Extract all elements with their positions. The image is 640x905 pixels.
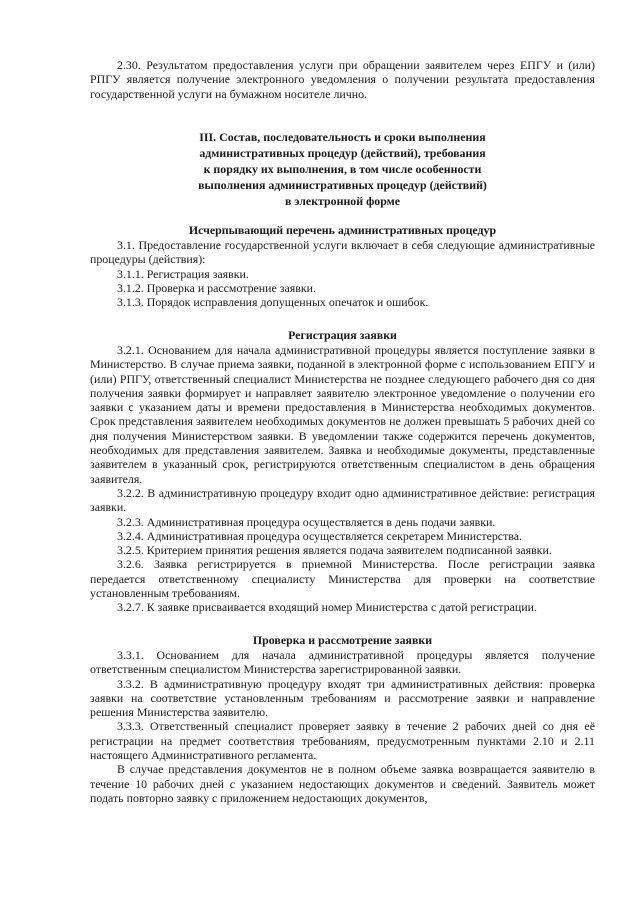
paragraph: 3.3.1. Основанием для начала административной процедуры является получение ответственным специалистом Министерства зарегистрированной заявки. [90,647,595,677]
section-title-line: в электронной форме [284,193,401,208]
list-item: 3.1.1. Регистрация заявки. [117,266,249,281]
paragraph: В случае представления документов не в полном объеме заявка возвращается заявителю в течение 10 рабочих дней с указанием недостающих документов и сведений. Заявитель может подать повторно заявку с приложением недостающих документов, [90,762,595,805]
section-title-line: III. Состав, последовательность и сроки выполнения [199,129,486,144]
paragraph: 3.3.2. В административную процедуру входят три административных действия: проверка заявки на соответствие установленным требованиям и рассмотрение заявки и направление решения Министерства заявителю. [90,676,595,720]
paragraph: 3.2.1. Основанием для начала административной процедуры является поступление заявки в Министерство. В случае приема заявки, поданной в электронной форме с использованием ЕПГУ и (или) РПГУ, ответственный специалист Министерства не позднее следующего рабочего дня со дня получения заявки формирует и направляет заявителю электронное уведомление о получении его заявки с указанием даты и времени предоставления в Министерства необходимых документов. Срок представления заявителем необходимых документов не должен превышать 5 рабочих дней со дня получения Министерством заявки. В уведомлении также содержится перечень документов, необходимых для представления заявителем. Заявка и необходимые документы, представленные заявителем в указанный срок, регистрируются ответственным специалистом в день обращения заявителя. [90,342,595,486]
paragraph: 3.2.7. К заявке присваивается входящий номер Министерства с датой регистрации. [117,600,537,615]
section-title-line: административных процедур (действий), требования [199,145,486,160]
paragraph: 3.1. Предоставление государственной услуги включает в себя следующие административные процедуры (действия): [90,238,595,267]
subsection-title-registration: Регистрация заявки [288,327,397,342]
paragraph: 3.3.3. Ответственный специалист проверяет заявку в течение 2 рабочих дней со дня её регистрации на предмет соответствия требованиям, предусмотренным пунктами 2.10 и 2.11 настоящего Административного регламента. [90,719,595,762]
list-item: 3.1.2. Проверка и рассмотрение заявки. [117,281,316,296]
section-title [90,129,595,209]
paragraph: 3.2.2. В административную процедуру входит одно административное действие: регистрация заявки. [90,485,595,515]
paragraph: 3.2.3. Административная процедура осуществляется в день подачи заявки. [117,514,496,529]
paragraph: 3.2.5. Критерием принятия решения является подача заявителем подписанной заявки. [117,543,552,558]
subsection-title-procedures: Исчерпывающий перечень административных процедур [188,222,497,237]
paragraph: 3.2.6. Заявка регистрируется в приемной Министерства. После регистрации заявка передается ответственному специалисту Министерства для проверки на соответствие установленным требованиям. [90,557,595,601]
list-item: 3.1.3. Порядок исправления допущенных опечаток и ошибок. [117,295,429,310]
subsection-title-review: Проверка и рассмотрение заявки [252,632,433,647]
section-title-line: к порядку их выполнения, в том числе особенности [203,161,482,176]
paragraph: 3.2.4. Административная процедура осуществляется секретарем Министерства. [117,528,522,543]
intro-paragraph: 2.30. Результатом предоставления услуги при обращении заявителем через ЕПГУ и (или) РПГУ является получение электронного уведомления о получении результата предоставления государственной услуги на бумажном носителе лично. [90,58,595,101]
document-page [90,58,595,805]
section-title-line: выполнения административных процедур (действий) [198,177,487,192]
